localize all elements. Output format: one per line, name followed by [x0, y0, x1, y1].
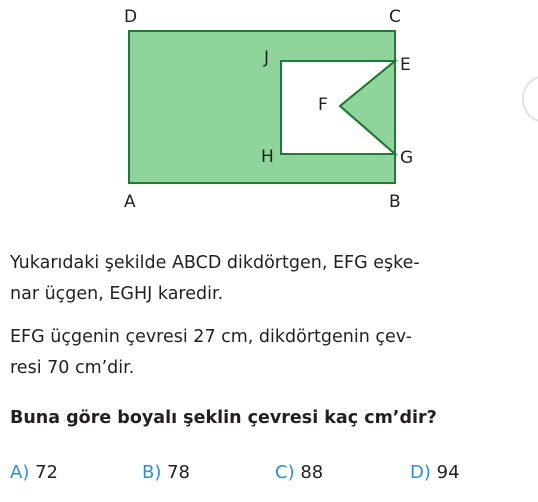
option-value: 88: [300, 462, 324, 483]
option-value: 94: [436, 462, 460, 483]
vertex-label-f: F: [318, 95, 328, 115]
option-value: 78: [167, 462, 191, 483]
vertex-label-b: B: [389, 192, 401, 212]
problem-data: [10, 322, 530, 384]
vertex-label-e: E: [400, 55, 411, 75]
problem-line: Yukarıdaki şekilde ABCD dikdörtgen, EFG eşke-: [10, 253, 420, 273]
vertex-label-j: J: [264, 48, 270, 68]
problem-line: nar üçgen, EGHJ karedir.: [10, 284, 224, 304]
geometry-figure: [0, 0, 538, 240]
option-letter: B): [142, 462, 162, 483]
vertex-label-a: A: [124, 192, 136, 212]
vertex-label-h: H: [261, 147, 274, 167]
option-c[interactable]: [275, 462, 323, 483]
option-b[interactable]: [142, 462, 190, 483]
vertex-label-g: G: [400, 148, 414, 168]
option-d[interactable]: [410, 462, 460, 483]
option-value: 72: [35, 462, 58, 483]
option-letter: A): [10, 462, 30, 483]
vertex-label-d: D: [124, 7, 138, 27]
problem-statement: [10, 248, 530, 310]
option-a[interactable]: [10, 462, 58, 483]
option-letter: D): [410, 462, 431, 483]
option-letter: C): [275, 462, 295, 483]
problem-line: resi 70 cm’dir.: [10, 358, 135, 378]
problem-line: EFG üçgenin çevresi 27 cm, dikdörtgenin çev-: [10, 327, 412, 347]
vertex-label-c: C: [389, 7, 401, 27]
question-text: Buna göre boyalı şeklin çevresi kaç cm’dir?: [10, 408, 437, 428]
